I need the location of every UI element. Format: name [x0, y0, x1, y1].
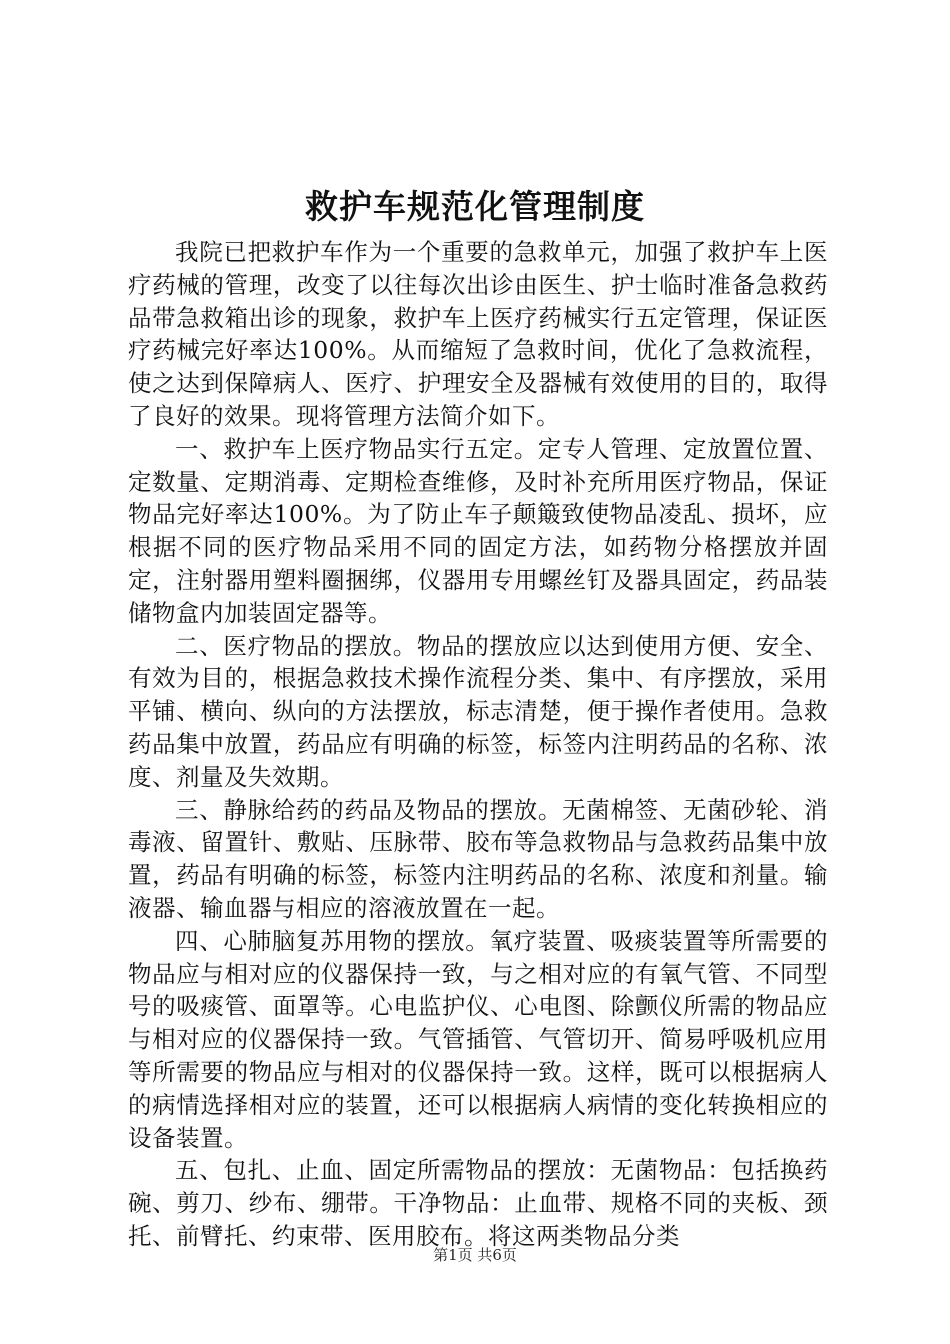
- page-number-footer: 第1页 共6页: [433, 1246, 517, 1264]
- document-body: [128, 236, 828, 1253]
- paragraph-section-5: 五、包扎、止血、固定所需物品的摆放：无菌物品：包括换药碗、剪刀、纱布、绷带。干净物品：止血带、规格不同的夹板、颈托、前臂托、约束带、医用胶布。将这两类物品分类: [128, 1156, 828, 1250]
- paragraph-intro: 我院已把救护车作为一个重要的急救单元，加强了救护车上医疗药械的管理，改变了以往每次出诊由医生、护士临时准备急救药品带急救箱出诊的现象，救护车上医疗药械实行五定管理，保证医疗药械完好率达100%。从而缩短了急救时间，优化了急救流程，使之达到保障病人、医疗、护理安全及器械有效使用的目的，取得了良好的效果。现将管理方法简介如下。: [128, 238, 828, 430]
- paragraph-section-4: 四、心肺脑复苏用物的摆放。氧疗装置、吸痰装置等所需要的物品应与相对应的仪器保持一致，与之相对应的有氧气管、不同型号的吸痰管、面罩等。心电监护仪、心电图、除颤仪所需的物品应与相对应的仪器保持一致。气管插管、气管切开、简易呼吸机应用等所需要的物品应与相对的仪器保持一致。这样，既可以根据病人的病情选择相对应的装置，还可以根据病人病情的变化转换相应的设备装置。: [128, 926, 828, 1152]
- paragraph-section-2: 二、医疗物品的摆放。物品的摆放应以达到使用方便、安全、有效为目的，根据急救技术操作流程分类、集中、有序摆放，采用平铺、横向、纵向的方法摆放，标志清楚，便于操作者使用。急救药品集中放置，药品应有明确的标签，标签内注明药品的名称、浓度、剂量及失效期。: [128, 631, 828, 791]
- paragraph-section-1: 一、救护车上医疗物品实行五定。定专人管理、定放置位置、定数量、定期消毒、定期检查维修，及时补充所用医疗物品，保证物品完好率达100%。为了防止车子颠簸致使物品凌乱、损坏，应根据不同的医疗物品采用不同的固定方法，如药物分格摆放并固定，注射器用塑料圈捆绑，仪器用专用螺丝钉及器具固定，药品装储物盒内加装固定器等。: [128, 434, 828, 627]
- paragraph-section-3: 三、静脉给药的药品及物品的摆放。无菌棉签、无菌砂轮、消毒液、留置针、敷贴、压脉带、胶布等急救物品与急救药品集中放置，药品有明确的标签，标签内注明药品的名称、浓度和剂量。输液器、输血器与相应的溶液放置在一起。: [128, 795, 828, 922]
- document-title: 救护车规范化管理制度: [305, 187, 645, 226]
